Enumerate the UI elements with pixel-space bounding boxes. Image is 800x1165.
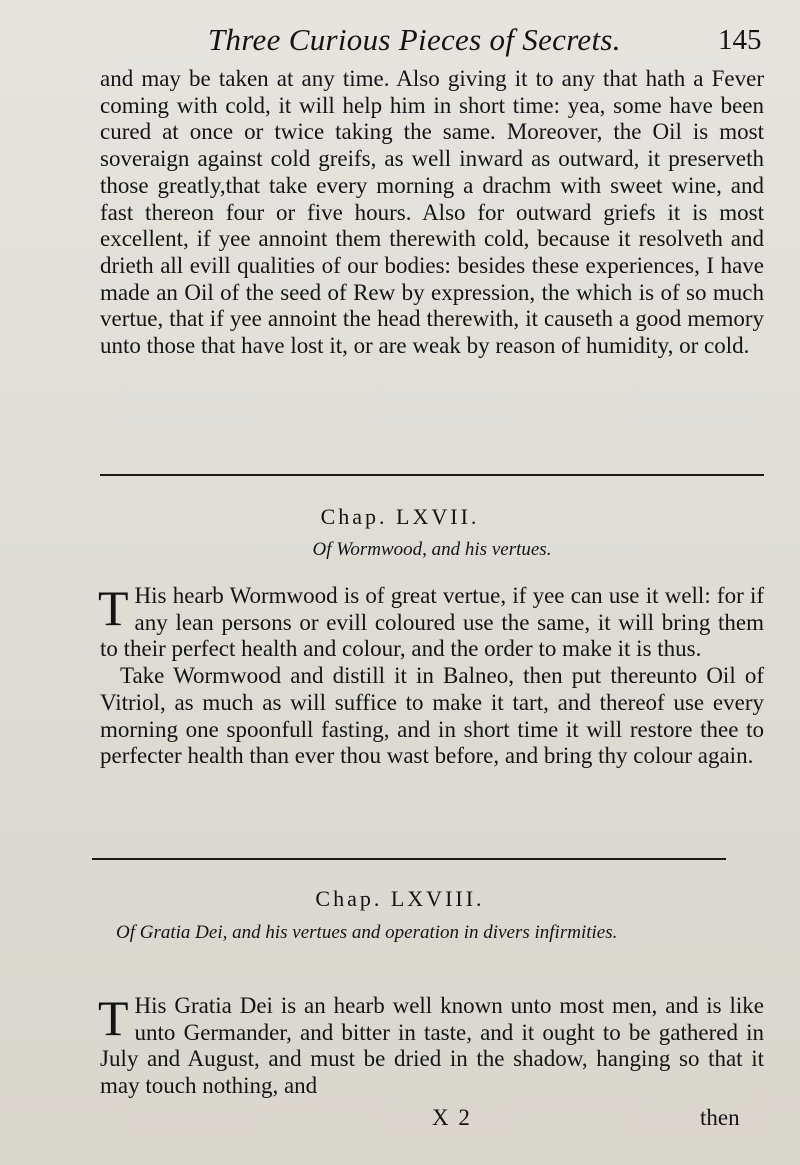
drop-cap: T <box>98 990 129 1046</box>
chapter-subtitle: Of Wormwood, and his vertues. <box>312 539 552 560</box>
chapter-67-paragraph-1: His hearb Wormwood is of great vertue, if yee can use it well: for if any lean persons or evill coloured use the same, it will bring them to their perfect health and colour, and the order to make it is thus. <box>100 583 764 662</box>
chapter-heading: Chap. LXVIII. <box>315 886 485 911</box>
chapter-67-paragraph-2: Take Wormwood and distill it in Balneo, then put thereunto Oil of Vitriol, as much as will suffice to make it tart, and thereof use every morning one spoonfull fasting, and in short time it will restore thee to perfecter health than ever thou wast before, and bring thy colour again. <box>100 663 764 769</box>
chapter-67-text <box>98 580 764 770</box>
running-head <box>0 18 800 62</box>
drop-cap: T <box>98 580 129 636</box>
catchword: then <box>700 1105 740 1130</box>
page-number: 145 <box>718 24 762 56</box>
running-title: Three Curious Pieces of Secrets. <box>208 22 621 57</box>
page-footer <box>0 1105 800 1135</box>
chapter-68-text <box>98 990 764 1100</box>
chapter-68-paragraph-1: His Gratia Dei is an hearb well known unto most men, and is like unto Germander, and bitter in taste, and it ought to be gathered in July and August, and must be dried in the shadow, hanging so that it may touch nothing, and <box>100 993 764 1099</box>
continued-paragraph: and may be taken at any time. Also giving it to any that hath a Fever coming with cold, it will help him in short time: yea, some have been cured at once or twice taking the same. Moreover, the Oil is most soveraign against cold greifs, as well inward as outward, it preserveth those greatly,that take every morning a drachm with sweet wine, and fast thereon four or five hours. Also for outward griefs it is most excellent, if yee annoint them therewith cold, because it resolveth and drieth all evill qualities of our bodies: besides these experiences, I have made an Oil of the seed of Rew by expression, the which is of so much vertue, that if yee annoint the head therewith, it causeth a good memory unto those that have lost it, or are weak by reason of humidity, or cold. <box>100 66 764 359</box>
signature-mark: X 2 <box>432 1105 472 1130</box>
section-rule <box>100 474 764 476</box>
section-rule <box>92 858 726 860</box>
chapter-heading: Chap. LXVII. <box>320 504 480 529</box>
chapter-subtitle: Of Gratia Dei, and his vertues and operation in divers infirmities. <box>116 922 618 943</box>
